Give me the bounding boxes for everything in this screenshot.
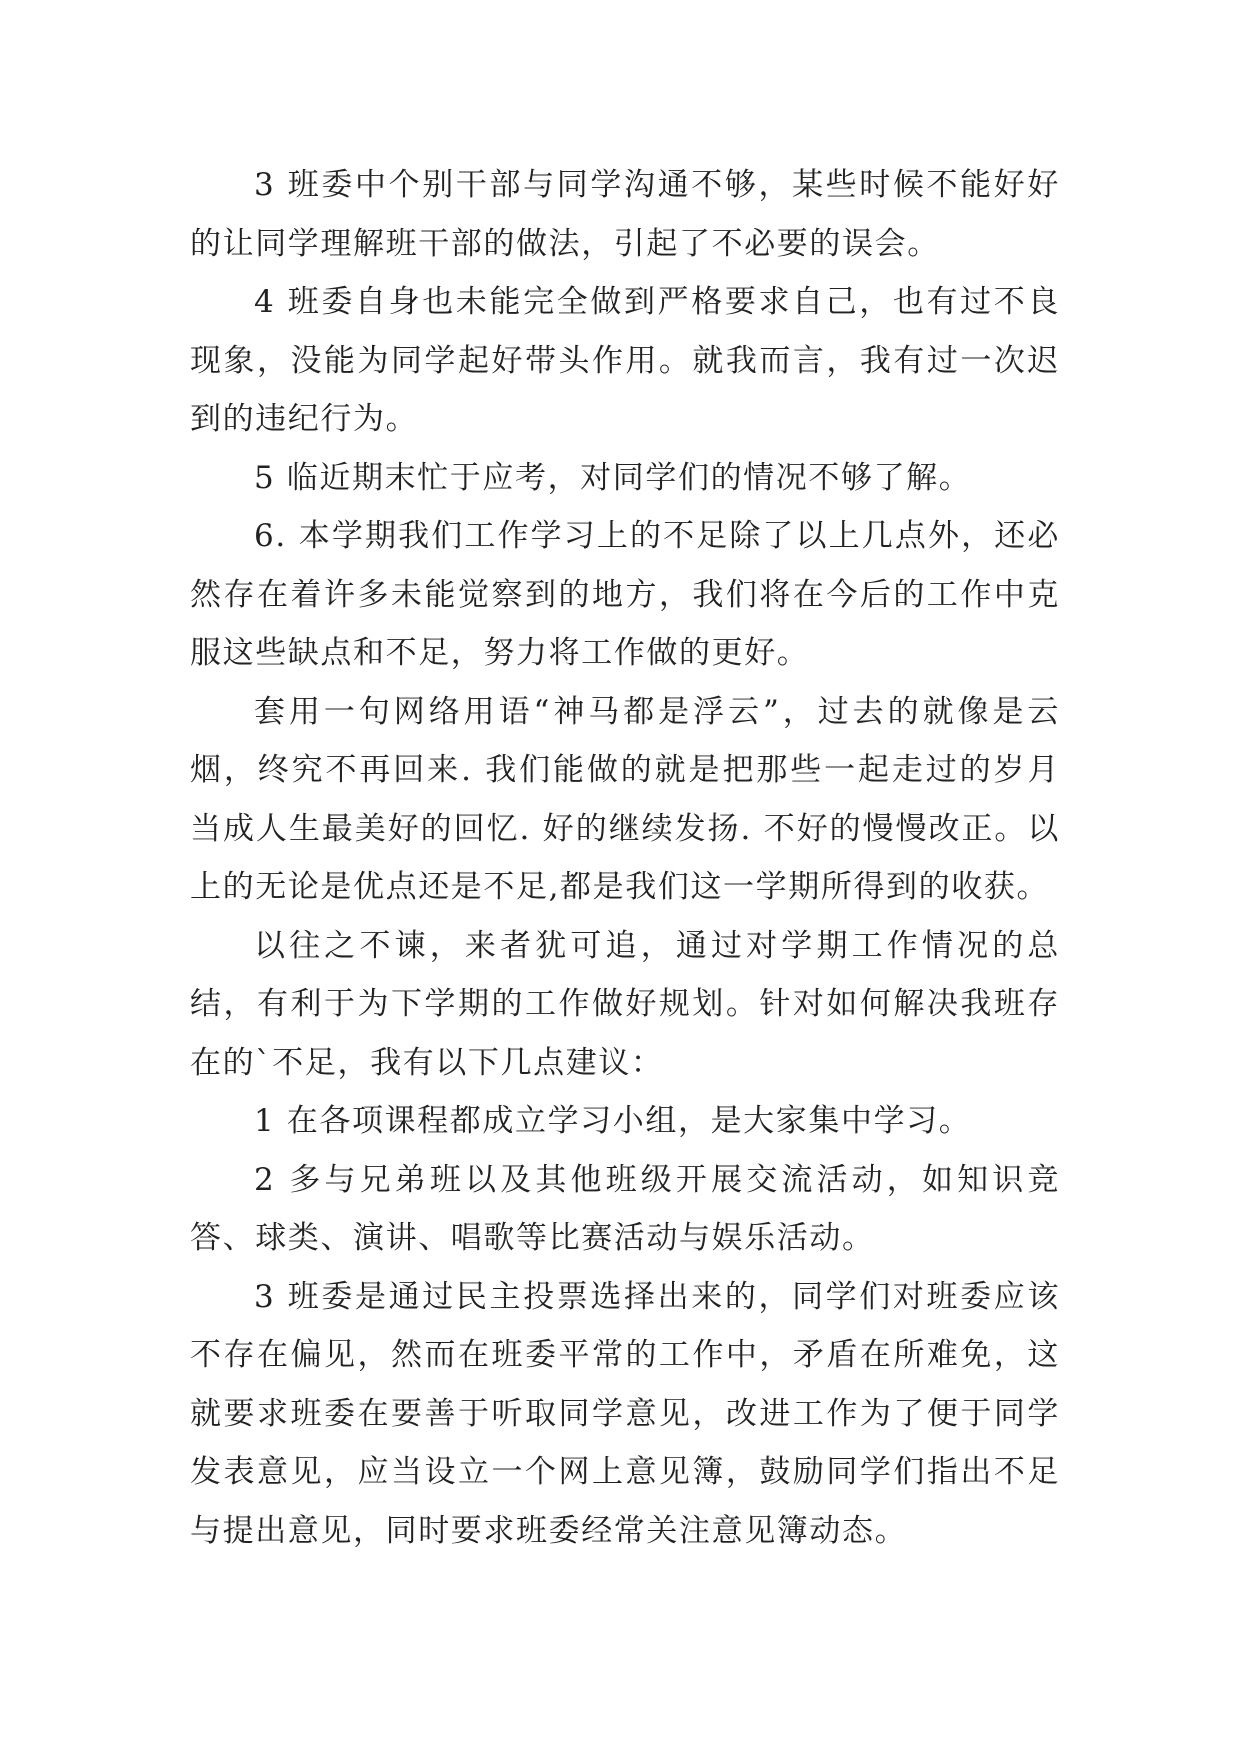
paragraph: 6. 本学期我们工作学习上的不足除了以上几点外，还必然存在着许多未能觉察到的地方，我们将在今后的工作中克服这些缺点和不足，努力将工作做的更好。: [190, 518, 1060, 671]
paragraph: 以往之不谏，来者犹可追，通过对学期工作情况的总结，有利于为下学期的工作做好规划。针对如何解决我班存在的`不足，我有以下几点建议：: [190, 927, 1060, 1081]
paragraph: 4 班委自身也未能完全做到严格要求自己，也有过不良现象，没能为同学起好带头作用。就我而言，我有过一次迟到的违纪行为。: [190, 284, 1060, 437]
paragraph: 套用一句网络用语“神马都是浮云”，过去的就像是云烟，终究不再回来. 我们能做的就是把那些一起走过的岁月当成人生最美好的回忆. 好的继续发扬. 不好的慢慢改正。以上的无论是优点还是不足,都是我们这一学期所得到的收获。: [190, 693, 1060, 905]
paragraph: 3 班委中个别干部与同学沟通不够，某些时候不能好好的让同学理解班干部的做法，引起了不必要的误会。: [190, 167, 1060, 262]
document-body: [190, 156, 1060, 1560]
paragraph: 2 多与兄弟班以及其他班级开展交流活动，如知识竞答、球类、演讲、唱歌等比赛活动与娱乐活动。: [190, 1161, 1060, 1256]
paragraph: 5 临近期末忙于应考，对同学们的情况不够了解。: [254, 459, 972, 496]
paragraph: 1 在各项课程都成立学习小组，是大家集中学习。: [254, 1103, 972, 1139]
paragraph: 3 班委是通过民主投票选择出来的，同学们对班委应该不存在偏见，然而在班委平常的工作中，矛盾在所难免，这就要求班委在要善于听取同学意见，改进工作为了便于同学发表意见，应当设立一个网上意见簿，鼓励同学们指出不足与提出意见，同时要求班委经常关注意见簿动态。: [190, 1278, 1060, 1549]
